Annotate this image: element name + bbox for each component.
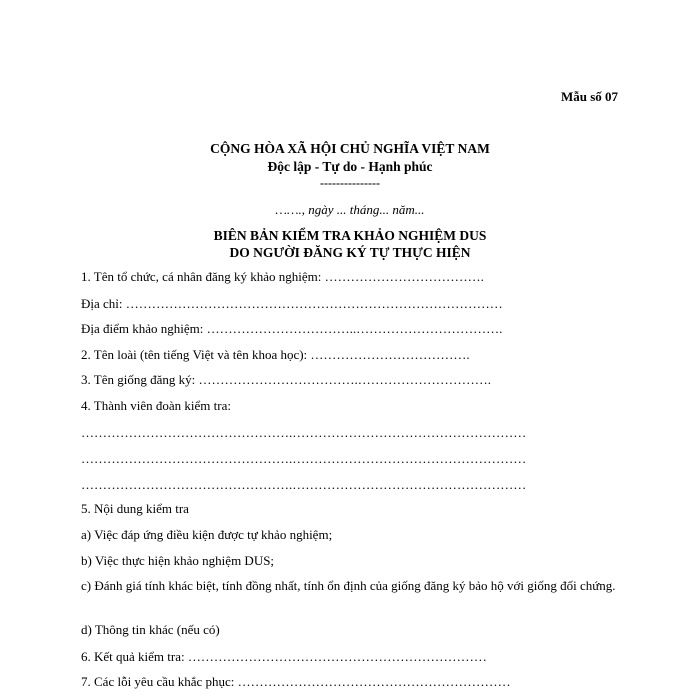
item-5b: b) Việc thực hiện khảo nghiệm DUS;: [81, 553, 275, 568]
motto: Độc lập - Tự do - Hạnh phúc: [267, 159, 433, 174]
field-species-name: 2. Tên loài (tên tiếng Việt và tên khoa học): ……………………………….: [81, 347, 470, 362]
section-inspection-content: 5. Nội dung kiểm tra: [81, 501, 189, 516]
document-title-line2: DO NGƯỜI ĐĂNG KÝ TỰ THỰC HIỆN: [229, 245, 471, 260]
item-5a: a) Việc đáp ứng điều kiện được tự khảo nghiệm;: [81, 527, 333, 542]
field-inspection-members: 4. Thành viên đoàn kiểm tra:: [81, 398, 231, 413]
blank-line-1: ………………………………………….………………………………………………: [81, 425, 527, 440]
blank-line-3: ………………………………………….………………………………………………: [81, 477, 527, 492]
field-variety-name: 3. Tên giống đăng ký: ……………………………….………………………….: [81, 372, 491, 387]
document-title-line1: BIÊN BẢN KIỂM TRA KHẢO NGHIỆM DUS: [213, 228, 487, 243]
field-test-location: Địa điểm khảo nghiệm: ……………………………..…………………………….: [81, 321, 503, 336]
item-5d: d) Thông tin khác (nếu có): [81, 622, 220, 637]
field-inspection-result: 6. Kết quả kiểm tra: ……………………………………………………………: [81, 649, 487, 664]
field-errors-to-fix: 7. Các lỗi yêu cầu khắc phục: ………………………………………………………: [81, 674, 511, 689]
field-address: Địa chỉ: ……………………………………………………………………………: [81, 296, 503, 311]
date-line: ……., ngày ... tháng... năm...: [275, 202, 425, 217]
nation-heading: CỘNG HÒA XÃ HỘI CHỦ NGHĨA VIỆT NAM: [210, 141, 490, 156]
separator-line: ---------------: [320, 176, 380, 190]
field-applicant-name: 1. Tên tổ chức, cá nhân đăng ký khảo nghiệm: ……………………………….: [81, 269, 484, 284]
item-5c: c) Đánh giá tính khác biệt, tính đồng nhất, tính ổn định của giống đăng ký bảo hộ với giống đối chứng.: [81, 578, 616, 593]
form-code: Mẫu số 07: [560, 89, 618, 104]
blank-line-2: ………………………………………….………………………………………………: [81, 451, 527, 466]
